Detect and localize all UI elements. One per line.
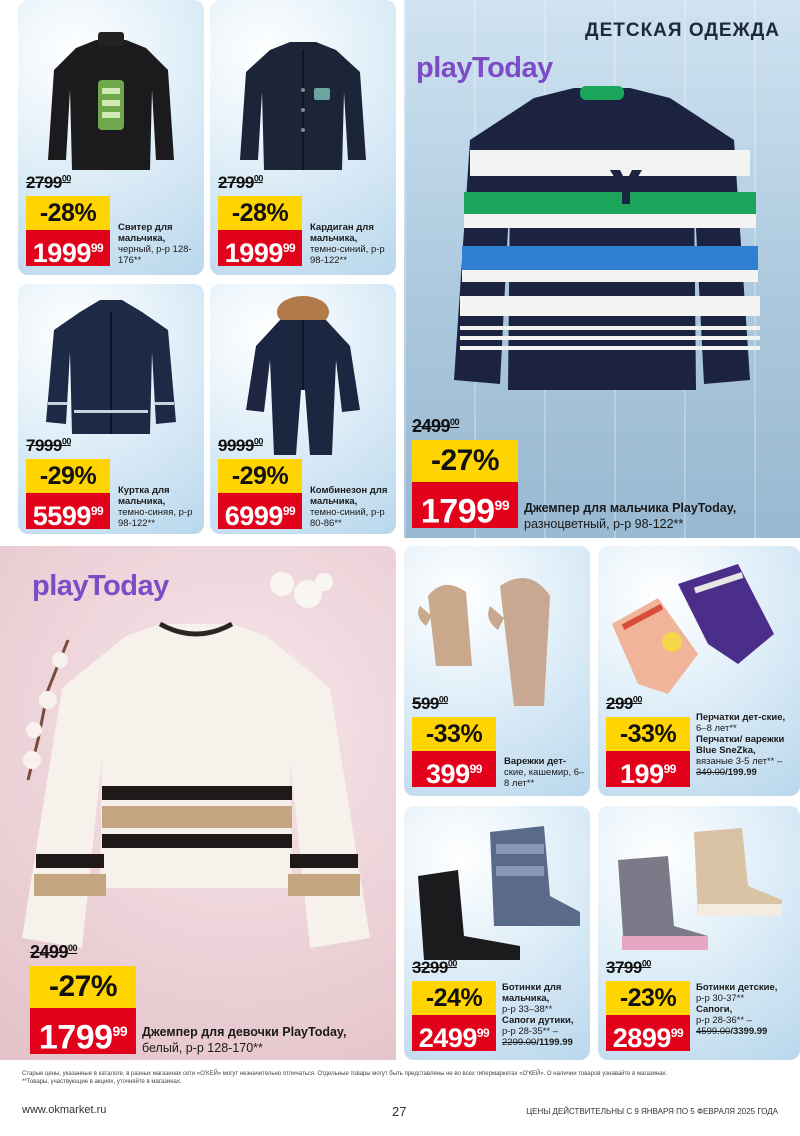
product-card-overall[interactable] [210, 284, 396, 534]
product-description: Кардиган для мальчика, темно-синий, р-р 98-122** [310, 222, 385, 266]
discount-badge: -23% [606, 981, 690, 1015]
product-card-jacket[interactable] [18, 284, 204, 534]
product-description: Джемпер для мальчика PlayToday, разноцветный, р-р 98-122** [524, 501, 737, 531]
price-badge: 1799$^{99}$ [30, 1008, 136, 1054]
old-price: 2499$^{00}$ [30, 942, 78, 962]
old-price: 2799$^{00}$ [26, 173, 71, 192]
discount-badge: -28% [218, 196, 302, 230]
boots-image [404, 816, 590, 966]
footnote: Старые цены, указанные в каталоге, в разных магазинах сети «О'КЕЙ» могут незначительно отличаться. Отдельные товары могут быть представлены не во всех гипермаркетах «О'КЕЙ». О наличии товаров узнавайте в магазинах. **Товары, участвующие в акциях, уточняйте в магазинах. [22, 1071, 668, 1085]
old-price: 2499$^{00}$ [412, 416, 460, 436]
price-badge: 5599$^{99}$ [26, 493, 110, 529]
product-description: Комбинезон для мальчика, темно-синий, р-р 80-86** [310, 485, 388, 529]
page-number: 27 [392, 1104, 407, 1119]
jacket-image [18, 292, 204, 442]
product-description: Перчатки дет-ские, 6–8 лет** Перчатки/ варежки Blue SneZka, вязаные 3-5 лет** – 349.00/199.99 [696, 712, 786, 778]
product-description: Свитер для мальчика, черный, р-р 128-176** [118, 222, 192, 266]
old-price: 2799$^{00}$ [218, 173, 263, 192]
product-card-boots-boy[interactable] [404, 806, 590, 1060]
product-card-jumper-girl[interactable] [0, 546, 396, 1060]
overall-image [210, 290, 396, 460]
product-description: Ботинки детские, р-р 30-37** Сапоги, р-р 28-36** – 4599.00/3399.99 [696, 982, 778, 1037]
discount-badge: -29% [218, 459, 302, 493]
old-price: 7999$^{00}$ [26, 436, 71, 455]
product-description: Варежки дет- ские, кашемир, 6–8 лет** [504, 756, 585, 789]
product-description: Джемпер для девочки PlayToday, белый, р-р 128-170** [142, 1025, 347, 1055]
playtoday-logo: playToday [32, 570, 169, 602]
product-description: Куртка для мальчика, темно-синяя, р-р 98-122** [118, 485, 193, 529]
discount-badge: -33% [412, 717, 496, 751]
product-card-cardigan[interactable] [210, 0, 396, 275]
discount-badge: -24% [412, 981, 496, 1015]
product-card-sweater[interactable] [18, 0, 204, 275]
page-title: ДЕТСКАЯ ОДЕЖДА [585, 20, 780, 41]
price-badge: 6999$^{99}$ [218, 493, 302, 529]
old-price: $599^{00}$ [412, 694, 448, 713]
price-badge: 1799$^{99}$ [412, 482, 518, 528]
old-price: 9999$^{00}$ [218, 436, 263, 455]
product-card-gloves[interactable] [598, 546, 800, 796]
cotton-flower-icon [262, 564, 342, 624]
old-price: $299^{00}$ [606, 694, 642, 713]
discount-badge: -28% [26, 196, 110, 230]
boots-image [598, 816, 800, 966]
discount-badge: -27% [412, 440, 518, 482]
price-badge: $399^{99}$ [412, 751, 496, 787]
mittens-image [404, 556, 590, 716]
sweater-image [18, 10, 204, 190]
old-price: 3299$^{00}$ [412, 958, 457, 977]
old-price: 3799$^{00}$ [606, 958, 651, 977]
footer-site-link[interactable]: www.okmarket.ru [22, 1104, 107, 1116]
white-jumper-image [0, 618, 396, 948]
striped-jumper-image [404, 80, 800, 410]
discount-badge: -33% [606, 717, 690, 751]
price-badge: 1999$^{99}$ [26, 230, 110, 266]
product-description: Ботинки для мальчика, р-р 33–38** Сапоги дутики, р-р 28-35** – 2299.00/1199.99 [502, 982, 574, 1048]
price-badge: $199^{99}$ [606, 751, 690, 787]
price-badge: 2499$^{99}$ [412, 1015, 496, 1051]
cardigan-image [210, 10, 396, 190]
playtoday-logo: playToday [416, 52, 553, 84]
product-card-mittens[interactable] [404, 546, 590, 796]
product-card-boots-kids[interactable] [598, 806, 800, 1060]
price-badge: 1999$^{99}$ [218, 230, 302, 266]
discount-badge: -27% [30, 966, 136, 1008]
product-card-jumper-boy[interactable] [404, 0, 800, 538]
price-badge: 2899$^{99}$ [606, 1015, 690, 1051]
discount-badge: -29% [26, 459, 110, 493]
gloves-image [598, 554, 800, 704]
price-validity: ЦЕНЫ ДЕЙСТВИТЕЛЬНЫ С 9 ЯНВАРЯ ПО 5 ФЕВРАЛЯ 2025 ГОДА [526, 1107, 778, 1116]
